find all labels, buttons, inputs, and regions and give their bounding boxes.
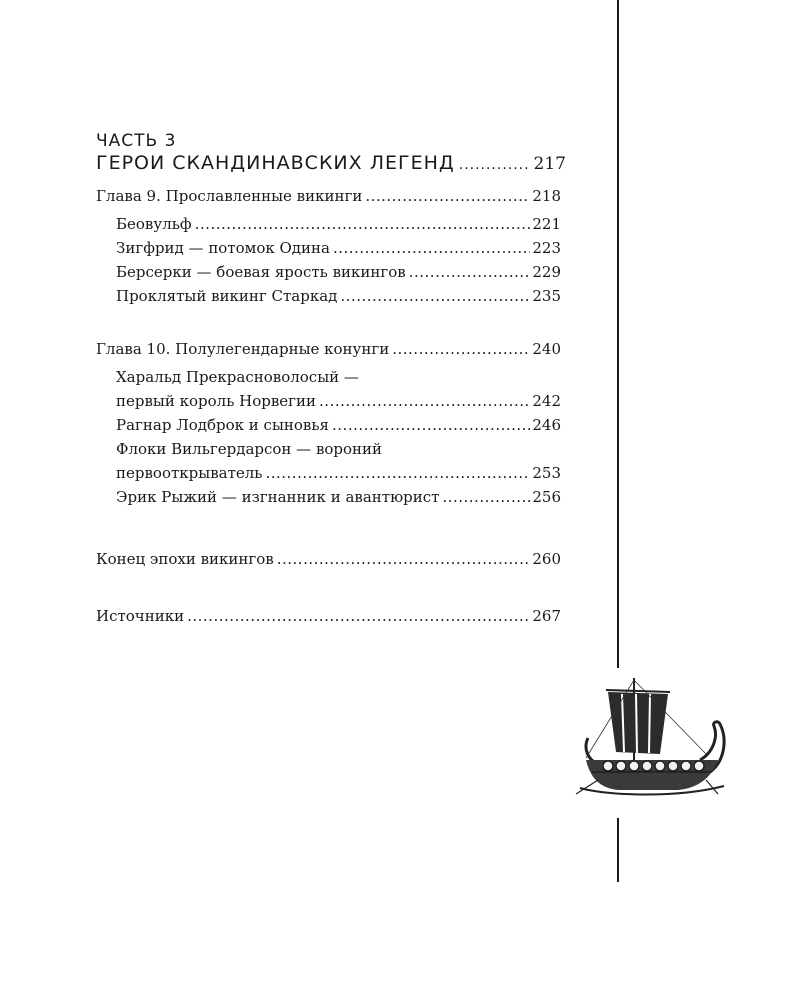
entry-title: Беовульф bbox=[116, 215, 192, 233]
part-title-entry[interactable] bbox=[96, 152, 566, 174]
dot-leader bbox=[365, 184, 530, 208]
entry-title: Глава 10. Полулегендарные конунги bbox=[96, 340, 390, 358]
dot-leader bbox=[340, 284, 530, 308]
page-number: 242 bbox=[532, 392, 561, 410]
part-label: ЧАСТЬ 3 bbox=[96, 131, 177, 151]
entry-title-line1[interactable]: Флоки Вильгердарсон — вороний bbox=[116, 440, 383, 458]
vertical-rule-bottom bbox=[617, 818, 619, 882]
page-number: 218 bbox=[532, 187, 561, 205]
page-number: 256 bbox=[532, 488, 561, 506]
dot-leader bbox=[442, 485, 530, 509]
dot-leader bbox=[277, 547, 531, 571]
entry-title: Рагнар Лодброк и сыновья bbox=[116, 416, 330, 434]
toc-section-entry[interactable] bbox=[116, 212, 561, 236]
entry-title-line1[interactable]: Харальд Прекрасноволосый — bbox=[116, 368, 359, 386]
toc-section-entry[interactable] bbox=[116, 485, 561, 509]
part-title: ГЕРОИ СКАНДИНАВСКИХ ЛЕГЕНД bbox=[96, 152, 455, 174]
page-number: 253 bbox=[532, 464, 561, 482]
toc-chapter-entry[interactable] bbox=[96, 337, 561, 361]
entry-title: Эрик Рыжий — изгнанник и авантюрист bbox=[116, 488, 440, 506]
dot-leader bbox=[409, 260, 531, 284]
dot-leader bbox=[265, 461, 530, 485]
page-number: 267 bbox=[532, 607, 561, 625]
toc-section-entry[interactable] bbox=[116, 461, 561, 485]
viking-ship-icon bbox=[568, 676, 736, 802]
toc-section-entry[interactable] bbox=[116, 389, 561, 413]
dot-leader bbox=[319, 389, 530, 413]
page-number: 260 bbox=[532, 550, 561, 568]
toc-chapter-entry[interactable] bbox=[96, 184, 561, 208]
entry-title: Глава 9. Прославленные викинги bbox=[96, 187, 363, 205]
toc-section-entry[interactable] bbox=[116, 284, 561, 308]
dot-leader bbox=[333, 236, 530, 260]
dot-leader bbox=[332, 413, 530, 437]
entry-title: Берсерки — боевая ярость викингов bbox=[116, 263, 406, 281]
entry-title: первый король Норвегии bbox=[116, 392, 317, 410]
toc-section-entry[interactable] bbox=[116, 236, 561, 260]
page-number: 235 bbox=[532, 287, 561, 305]
toc-chapter-entry[interactable] bbox=[96, 547, 561, 571]
entry-title: Зигфрид — потомок Одина bbox=[116, 239, 330, 257]
toc-section-entry[interactable] bbox=[116, 260, 561, 284]
entry-title: Проклятый викинг Старкад bbox=[116, 287, 338, 305]
page-number: 240 bbox=[532, 340, 561, 358]
vertical-rule-top bbox=[617, 0, 619, 668]
page-number: 217 bbox=[533, 154, 566, 174]
dot-leader bbox=[195, 212, 531, 236]
page-number: 223 bbox=[532, 239, 561, 257]
page-number: 221 bbox=[532, 215, 561, 233]
dot-leader bbox=[459, 157, 528, 173]
dot-leader bbox=[392, 337, 530, 361]
entry-title: первооткрыватель bbox=[116, 464, 263, 482]
page-number: 229 bbox=[532, 263, 561, 281]
page-number: 246 bbox=[532, 416, 561, 434]
entry-title: Источники bbox=[96, 607, 185, 625]
toc-chapter-entry[interactable] bbox=[96, 604, 561, 628]
toc-section-entry[interactable] bbox=[116, 413, 561, 437]
entry-title: Конец эпохи викингов bbox=[96, 550, 274, 568]
dot-leader bbox=[187, 604, 530, 628]
